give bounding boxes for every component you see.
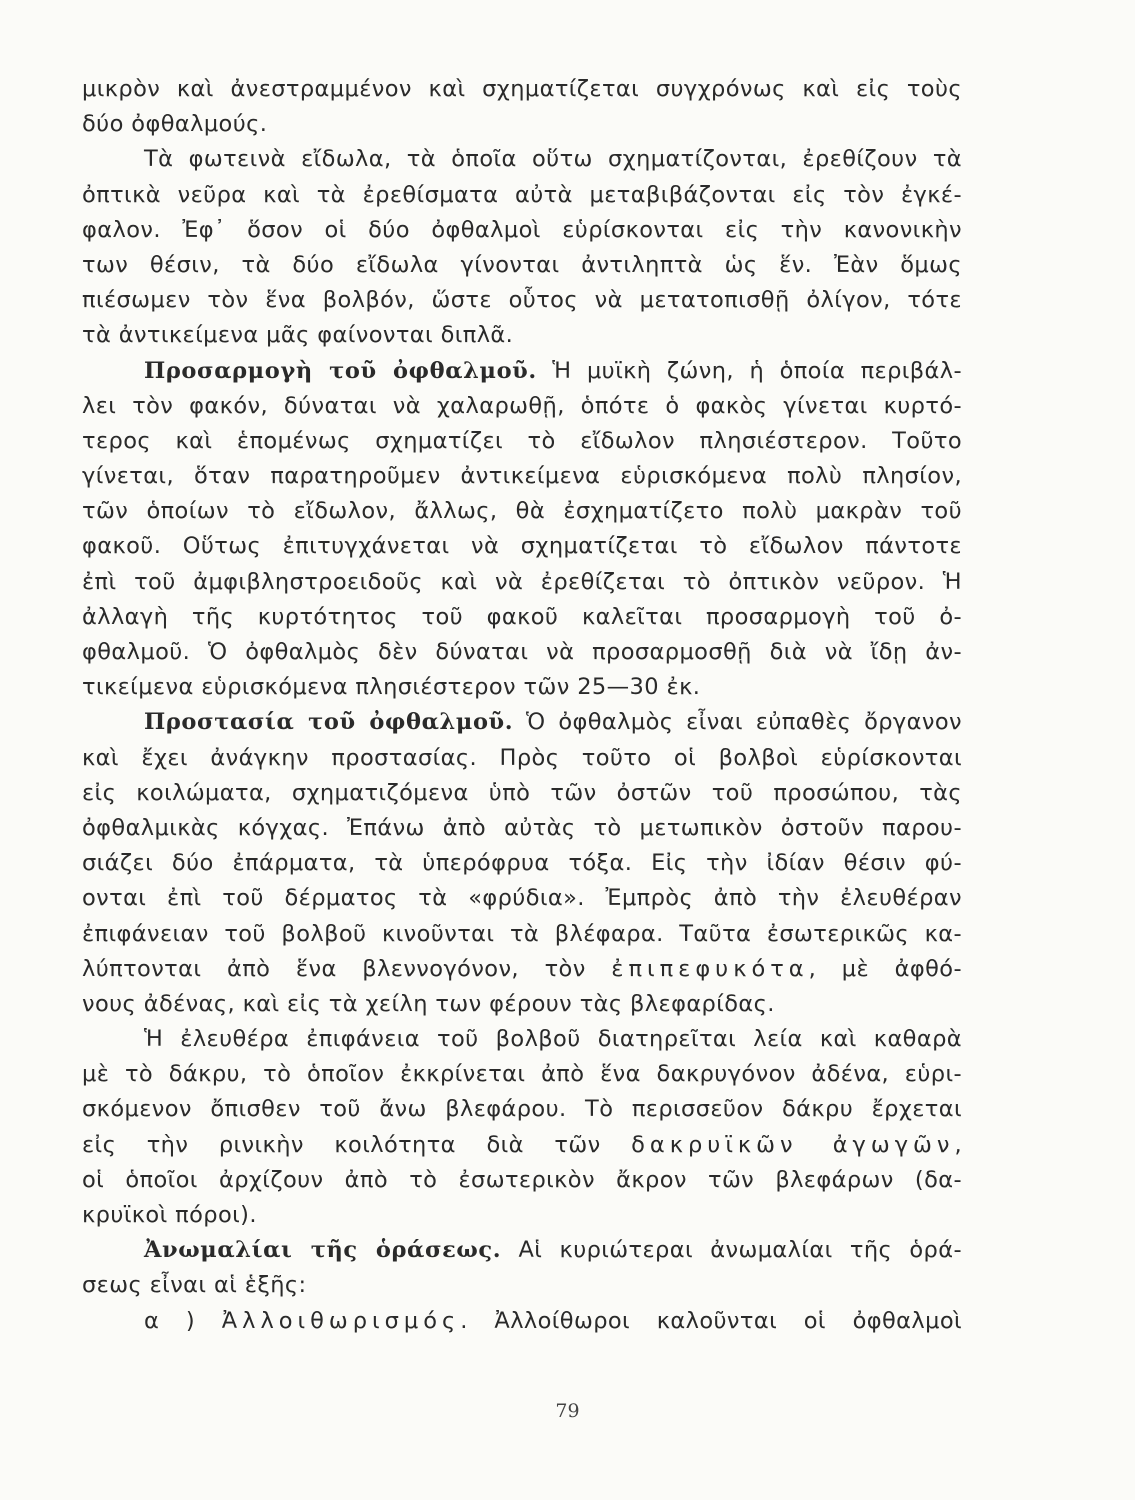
text-line: [82, 1304, 962, 1339]
text-segment: ἀλλαγὴ τῆς κυρτότητος τοῦ φακοῦ καλεῖται προσαρμογὴ τοῦ ὀ-: [82, 603, 962, 630]
text-line: [82, 846, 962, 881]
section-heading: Προστασία τοῦ ὀφθαλμοῦ.: [144, 709, 514, 736]
text-line: [82, 213, 962, 248]
text-segment: σκόμενον ὄπισθεν τοῦ ἄνω βλεφάρου. Τὸ περισσεῦον δάκρυ ἔρχεται: [82, 1096, 962, 1123]
text-line: [82, 1092, 962, 1127]
text-segment: εἰς κοιλώματα, σχηματιζόμενα ὑπὸ τῶν ὀστῶν τοῦ προσώπου, τὰς: [82, 779, 962, 806]
text-line: [82, 424, 962, 459]
text-line: [82, 1128, 962, 1163]
section-heading: Ἀνωμαλίαι τῆς ὁράσεως.: [144, 1237, 502, 1264]
text-segment: φθαλμοῦ. Ὁ ὀφθαλμὸς δὲν δύναται νὰ προσαρμοσθῇ διὰ νὰ ἴδῃ ἀν-: [82, 639, 962, 665]
text-segment: φαλον. Ἐφ᾽ ὅσον οἱ δύο ὀφθαλμοὶ εὑρίσκονται εἰς τὴν κανονικὴν: [82, 216, 962, 243]
text-segment: φακοῦ. Οὕτως ἐπιτυγχάνεται νὰ σχηματίζεται τὸ εἴδωλον πάντοτε: [82, 533, 962, 560]
text-segment: καὶ ἔχει ἀνάγκην προστασίας. Πρὸς τοῦτο οἱ βολβοὶ εὑρίσκονται: [82, 744, 962, 771]
text-segment: δύο ὀφθαλμούς.: [82, 111, 268, 138]
text-line: [82, 741, 962, 776]
spaced-term: δακρυϊκῶν ἀγωγῶν: [631, 1131, 955, 1158]
text-line: [82, 600, 962, 635]
text-line: [82, 142, 962, 177]
text-segment: πιέσωμεν τὸν ἕνα βολβόν, ὥστε οὗτος νὰ μετατοπισθῇ ὀλίγον, τότε: [82, 287, 962, 314]
text-segment: λει τὸν φακόν, δύναται νὰ χαλαρωθῇ, ὁπότε ὁ φακὸς γίνεται κυρτό-: [82, 392, 962, 419]
text-line: [82, 178, 962, 213]
text-line: [82, 1268, 962, 1303]
text-line: [82, 248, 962, 283]
text-line: [82, 107, 962, 142]
text-segment: τικείμενα εὑρισκόμενα πλησιέστερον τῶν 25—30 ἐκ.: [82, 674, 701, 701]
text-line: [82, 72, 962, 107]
text-line: [82, 1022, 962, 1057]
text-segment: ὀφθαλμικὰς κόγχας. Ἐπάνω ἀπὸ αὐτὰς τὸ μετωπικὸν ὀστοῦν παρου-: [82, 814, 962, 841]
text-line: [82, 776, 962, 811]
body-text: [82, 72, 962, 1339]
text-line: [82, 1233, 962, 1268]
spaced-term: Ἀλλοιθωρισμός: [221, 1307, 461, 1334]
text-segment: Ἡ ἐλευθέρα ἐπιφάνεια τοῦ βολβοῦ διατηρεῖται λεία καὶ καθαρὰ: [144, 1026, 962, 1053]
text-segment: , μὲ ἀφθό-: [808, 955, 962, 982]
text-line: [82, 952, 962, 987]
text-line: [82, 635, 962, 670]
text-line: [82, 917, 962, 952]
text-segment: εἰς τὴν ρινικὴν κοιλότητα διὰ τῶν: [82, 1131, 632, 1158]
text-segment: Τὰ φωτεινὰ εἴδωλα, τὰ ὁποῖα οὕτω σχηματίζονται, ἐρεθίζουν τὰ: [144, 146, 962, 173]
text-line: [82, 670, 962, 705]
text-line: [82, 283, 962, 318]
text-segment: ὀπτικὰ νεῦρα καὶ τὰ ἐρεθίσματα αὐτὰ μεταβιβάζονται εἰς τὸν ἐγκέ-: [82, 181, 962, 208]
text-line: [82, 389, 962, 424]
text-segment: των θέσιν, τὰ δύο εἴδωλα γίνονται ἀντιληπτὰ ὡς ἕν. Ἐὰν ὅμως: [82, 251, 962, 278]
text-segment: τὰ ἀντικείμενα μᾶς φαίνονται διπλᾶ.: [82, 322, 514, 349]
section-heading: Προσαρμογὴ τοῦ ὀφθαλμοῦ.: [144, 357, 537, 384]
text-line: [82, 811, 962, 846]
text-segment: μὲ τὸ δάκρυ, τὸ ὁποῖον ἐκκρίνεται ἀπὸ ἕνα δακρυγόνον ἀδένα, εὑρι-: [82, 1061, 962, 1088]
text-segment: λύπτονται ἀπὸ ἕνα βλεννογόνον, τὸν: [82, 955, 612, 982]
text-line: [82, 494, 962, 529]
text-segment: σεως εἶναι αἱ ἑξῆς:: [82, 1272, 307, 1299]
text-segment: . Ἀλλοίθωροι καλοῦνται οἱ ὀφθαλμοὶ: [460, 1307, 962, 1334]
text-line: [82, 1198, 962, 1233]
text-line: [82, 987, 962, 1022]
text-line: [82, 318, 962, 353]
text-segment: μικρὸν καὶ ἀνεστραμμένον καὶ σχηματίζεται συγχρόνως καὶ εἰς τοὺς: [82, 76, 962, 102]
text-segment: Ἡ μυϊκὴ ζώνη, ἡ ὁποία περιβάλ-: [536, 357, 962, 384]
text-segment: τερος καὶ ἑπομένως σχηματίζει τὸ εἴδωλον πλησιέστερον. Τοῦτο: [82, 427, 962, 454]
text-line: [82, 881, 962, 916]
text-segment: οἱ ὁποῖοι ἀρχίζουν ἀπὸ τὸ ἐσωτερικὸν ἄκρον τῶν βλεφάρων (δα-: [82, 1166, 962, 1193]
text-segment: κρυϊκοὶ πόροι).: [82, 1202, 257, 1228]
text-line: [82, 705, 962, 740]
text-line: [82, 354, 962, 389]
text-line: [82, 1057, 962, 1092]
text-segment: ἐπὶ τοῦ ἀμφιβληστροειδοῦς καὶ νὰ ἐρεθίζεται τὸ ὀπτικὸν νεῦρον. Ἡ: [82, 568, 962, 595]
text-segment: τῶν ὁποίων τὸ εἴδωλον, ἄλλως, θὰ ἐσχηματίζετο πολὺ μακρὰν τοῦ: [82, 498, 962, 525]
text-segment: ονται ἐπὶ τοῦ δέρματος τὰ «φρύδια». Ἐμπρὸς ἀπὸ τὴν ἐλευθέραν: [82, 885, 962, 912]
spaced-term: ἐπιπεφυκότα: [611, 955, 809, 982]
text-segment: Ὁ ὀφθαλμὸς εἶναι εὐπαθὲς ὄργανον: [513, 709, 962, 736]
text-segment: γίνεται, ὅταν παρατηροῦμεν ἀντικείμενα εὑρισκόμενα πολὺ πλησίον,: [82, 463, 962, 490]
text-segment: ἐπιφάνειαν τοῦ βολβοῦ κινοῦνται τὰ βλέφαρα. Ταῦτα ἐσωτερικῶς κα-: [82, 920, 962, 947]
text-segment: σιάζει δύο ἐπάρματα, τὰ ὑπερόφρυα τόξα. Εἰς τὴν ἰδίαν θέσιν φύ-: [82, 850, 962, 877]
text-line: [82, 565, 962, 600]
text-segment: ,: [954, 1131, 962, 1158]
text-segment: νους ἀδένας, καὶ εἰς τὰ χείλη των φέρουν τὰς βλεφαρίδας.: [82, 990, 775, 1017]
text-segment: Αἱ κυριώτεραι ἀνωμαλίαι τῆς ὁρά-: [501, 1237, 962, 1264]
text-segment: α ): [144, 1307, 222, 1334]
text-line: [82, 459, 962, 494]
text-line: [82, 1163, 962, 1198]
page-number: 79: [555, 1400, 580, 1422]
text-line: [82, 529, 962, 564]
